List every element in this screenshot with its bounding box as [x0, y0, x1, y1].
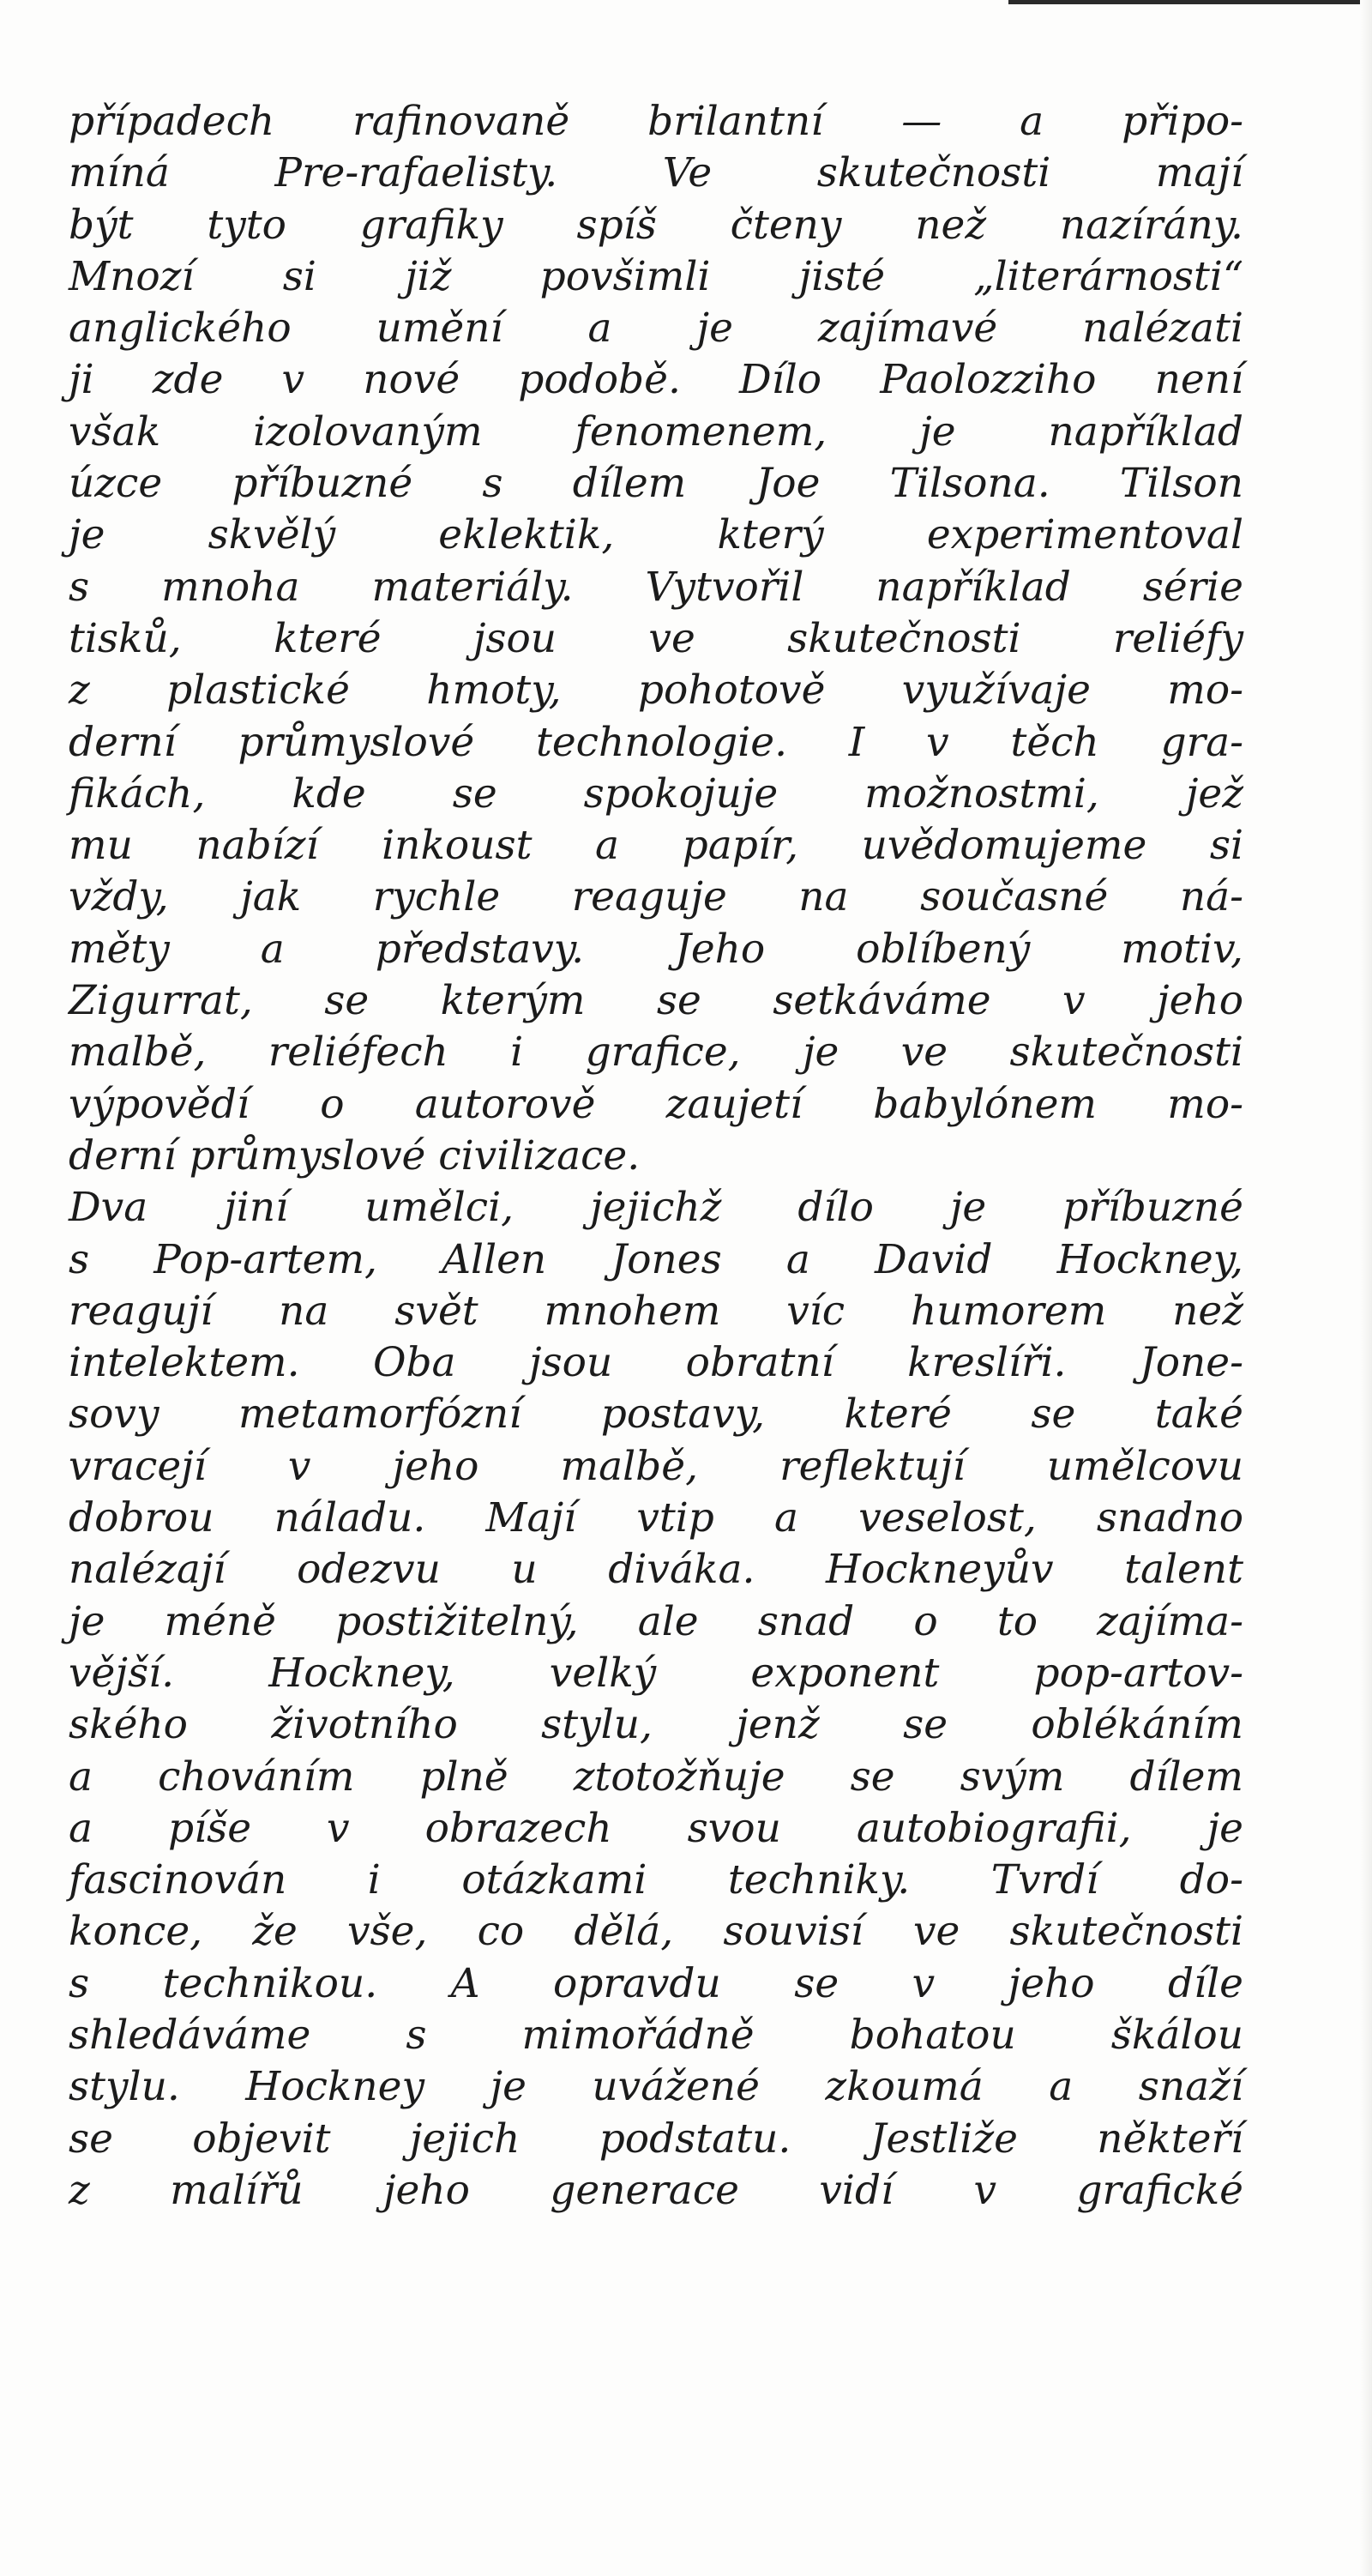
text-line: ji zde v nové podobě. Dílo Paolozziho není — [69, 356, 1243, 404]
text-line: Zigurrat, se kterým se setkáváme v jeho — [69, 977, 1243, 1025]
text-line: a chováním plně ztotožňuje se svým dílem — [69, 1753, 1243, 1801]
text-line: malbě, reliéfech i grafice, je ve skutečnosti — [69, 1029, 1243, 1077]
text-line: fascinován i otázkami techniky. Tvrdí do- — [69, 1856, 1243, 1904]
body-text — [69, 96, 1243, 2217]
text-line: míná Pre-rafaelisty. Ve skutečnosti mají — [69, 149, 1243, 197]
text-line: mu nabízí inkoust a papír, uvědomujeme si — [69, 822, 1243, 870]
text-line: tisků, které jsou ve skutečnosti reliéfy — [69, 614, 1243, 662]
text-line: z malířů jeho generace vidí v grafické — [69, 2166, 1243, 2214]
text-line: však izolovaným fenomenem, je například — [69, 407, 1243, 455]
text-line: s mnoha materiály. Vytvořil například série — [69, 563, 1243, 611]
text-line: derní průmyslové technologie. I v těch gra- — [69, 718, 1243, 766]
text-line: anglického umění a je zajímavé nalézati — [69, 305, 1243, 353]
page-top-rule — [1008, 0, 1372, 4]
text-line: s technikou. A opravdu se v jeho díle — [69, 1959, 1243, 2007]
text-line: s Pop-artem, Allen Jones a David Hockney, — [69, 1235, 1243, 1283]
text-line: a píše v obrazech svou autobiografii, je — [69, 1804, 1243, 1852]
text-line: výpovědí o autorově zaujetí babylónem mo- — [69, 1080, 1243, 1128]
text-line: úzce příbuzné s dílem Joe Tilsona. Tilson — [69, 460, 1243, 508]
text-line: Mnozí si již povšimli jisté „literárnosti“ — [69, 252, 1243, 300]
text-line: vracejí v jeho malbě, reflektují umělcovu — [69, 1442, 1243, 1490]
text-line: intelektem. Oba jsou obratní kreslíři. Jone- — [69, 1339, 1243, 1387]
text-line: fikách, kde se spokojuje možnostmi, jež — [69, 769, 1243, 817]
text-line: konce, že vše, co dělá, souvisí ve skutečnosti — [69, 1908, 1243, 1956]
text-line: nalézají odezvu u diváka. Hockneyův talent — [69, 1546, 1243, 1594]
text-line: z plastické hmoty, pohotově využívaje mo- — [69, 667, 1243, 715]
text-line: vždy, jak rychle reaguje na současné ná- — [69, 873, 1243, 921]
text-line: je skvělý eklektik, který experimentoval — [69, 511, 1243, 559]
text-line: se objevit jejich podstatu. Jestliže někteří — [69, 2114, 1243, 2163]
text-line: reagují na svět mnohem víc humorem než — [69, 1287, 1243, 1335]
text-line: stylu. Hockney je uvážené zkoumá a snaží — [69, 2063, 1243, 2111]
text-line: být tyto grafiky spíš čteny než nazírány. — [69, 201, 1243, 249]
text-line: dobrou náladu. Mají vtip a veselost, snadno — [69, 1494, 1243, 1542]
text-line: měty a představy. Jeho oblíbený motiv, — [69, 925, 1243, 973]
text-line: případech rafinovaně brilantní — a připo- — [69, 98, 1243, 145]
text-line: Dva jiní umělci, jejichž dílo je příbuzné — [69, 1184, 1243, 1232]
text-line: je méně postižitelný, ale snad o to zajíma- — [69, 1597, 1243, 1645]
page-edge-shadow — [1360, 0, 1372, 2576]
text-line: ského životního stylu, jenž se oblékáním — [69, 1701, 1243, 1749]
text-line: sovy metamorfózní postavy, které se také — [69, 1391, 1243, 1439]
text-line: derní průmyslové civilizace. — [69, 1131, 641, 1179]
text-line: shledáváme s mimořádně bohatou škálou — [69, 2011, 1243, 2059]
text-line: vější. Hockney, velký exponent pop-artov- — [69, 1649, 1243, 1697]
